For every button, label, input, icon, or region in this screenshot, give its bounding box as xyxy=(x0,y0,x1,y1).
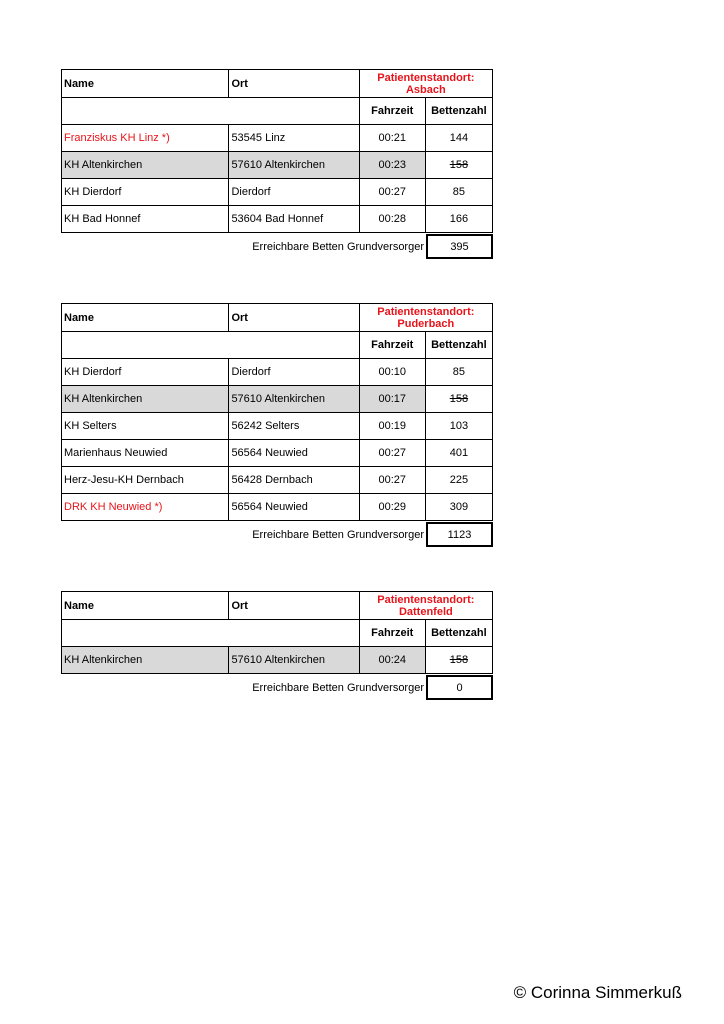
cell-fahrzeit: 00:10 xyxy=(359,359,425,386)
cell-ort: Dierdorf xyxy=(229,179,359,206)
sum-value: 395 xyxy=(426,234,493,259)
copyright-notice: © Corinna Simmerkuß xyxy=(513,983,682,1002)
cell-ort: 56564 Neuwied xyxy=(229,494,359,521)
table-row xyxy=(62,206,493,233)
standort-value: Puderbach xyxy=(397,317,455,330)
cell-name: KH Altenkirchen xyxy=(62,647,229,674)
table-row xyxy=(62,440,493,467)
table-asbach xyxy=(61,69,493,260)
cell-ort: 56428 Dernbach xyxy=(229,467,359,494)
sum-row xyxy=(61,521,493,548)
cell-betten: 225 xyxy=(425,467,492,494)
cell-betten: 85 xyxy=(425,179,492,206)
header-name: Name xyxy=(62,304,229,332)
sum-value: 1123 xyxy=(426,522,493,547)
cell-name: KH Dierdorf xyxy=(62,179,229,206)
table-row xyxy=(62,359,493,386)
header-bettenzahl: Bettenzahl xyxy=(425,98,492,125)
cell-ort: 53604 Bad Honnef xyxy=(229,206,359,233)
cell-betten-struck: 158 xyxy=(449,393,469,405)
table-row xyxy=(62,647,493,674)
cell-ort: 57610 Altenkirchen xyxy=(229,152,359,179)
table-row xyxy=(62,467,493,494)
cell-ort: 53545 Linz xyxy=(229,125,359,152)
table-row xyxy=(62,386,493,413)
sum-label: Erreichbare Betten Grundversorger xyxy=(252,240,424,253)
cell-betten: 85 xyxy=(425,359,492,386)
header-name: Name xyxy=(62,592,229,620)
table-dattenfeld xyxy=(61,591,493,701)
cell-betten: 166 xyxy=(425,206,492,233)
standort-label: Patientenstandort: xyxy=(377,593,475,606)
cell-fahrzeit: 00:27 xyxy=(359,179,425,206)
header-ort: Ort xyxy=(229,592,359,620)
cell-fahrzeit: 00:21 xyxy=(359,125,425,152)
header-bettenzahl: Bettenzahl xyxy=(425,332,492,359)
sum-label: Erreichbare Betten Grundversorger xyxy=(252,528,424,541)
cell-fahrzeit: 00:24 xyxy=(359,647,425,674)
header-ort: Ort xyxy=(229,70,359,98)
table-row xyxy=(62,413,493,440)
header-standort xyxy=(359,592,492,620)
cell-name: KH Altenkirchen xyxy=(62,386,229,413)
sum-value: 0 xyxy=(426,675,493,700)
cell-betten: 103 xyxy=(425,413,492,440)
standort-value: Dattenfeld xyxy=(398,605,453,618)
header-spacer xyxy=(62,620,360,647)
cell-name: KH Bad Honnef xyxy=(62,206,229,233)
header-bettenzahl: Bettenzahl xyxy=(425,620,492,647)
header-spacer xyxy=(62,332,360,359)
cell-name: Franziskus KH Linz *) xyxy=(62,125,229,152)
cell-name: KH Selters xyxy=(62,413,229,440)
cell-fahrzeit: 00:27 xyxy=(359,467,425,494)
cell-betten-struck: 158 xyxy=(449,654,469,666)
cell-name: KH Altenkirchen xyxy=(62,152,229,179)
cell-betten-struck: 158 xyxy=(449,159,469,171)
cell-ort: 57610 Altenkirchen xyxy=(229,647,359,674)
header-name: Name xyxy=(62,70,229,98)
header-ort: Ort xyxy=(229,304,359,332)
table-row xyxy=(62,494,493,521)
cell-name: Herz-Jesu-KH Dernbach xyxy=(62,467,229,494)
cell-fahrzeit: 00:17 xyxy=(359,386,425,413)
cell-ort: 57610 Altenkirchen xyxy=(229,386,359,413)
cell-ort: Dierdorf xyxy=(229,359,359,386)
cell-betten: 144 xyxy=(425,125,492,152)
sum-row xyxy=(61,674,493,701)
cell-fahrzeit: 00:29 xyxy=(359,494,425,521)
cell-name: KH Dierdorf xyxy=(62,359,229,386)
sum-row xyxy=(61,233,493,260)
cell-name: Marienhaus Neuwied xyxy=(62,440,229,467)
cell-betten: 401 xyxy=(425,440,492,467)
cell-fahrzeit: 00:19 xyxy=(359,413,425,440)
table-row xyxy=(62,152,493,179)
standort-label: Patientenstandort: xyxy=(377,305,475,318)
header-spacer xyxy=(62,98,360,125)
standort-label: Patientenstandort: xyxy=(377,71,475,84)
cell-fahrzeit: 00:23 xyxy=(359,152,425,179)
cell-fahrzeit: 00:27 xyxy=(359,440,425,467)
table-puderbach xyxy=(61,303,493,548)
header-standort xyxy=(359,70,492,98)
cell-fahrzeit: 00:28 xyxy=(359,206,425,233)
header-fahrzeit: Fahrzeit xyxy=(359,332,425,359)
header-fahrzeit: Fahrzeit xyxy=(359,620,425,647)
sum-label: Erreichbare Betten Grundversorger xyxy=(252,681,424,694)
cell-ort: 56564 Neuwied xyxy=(229,440,359,467)
cell-betten: 309 xyxy=(425,494,492,521)
table-row xyxy=(62,125,493,152)
standort-value: Asbach xyxy=(405,83,446,96)
header-standort xyxy=(359,304,492,332)
cell-name: DRK KH Neuwied *) xyxy=(62,494,229,521)
cell-ort: 56242 Selters xyxy=(229,413,359,440)
table-row xyxy=(62,179,493,206)
header-fahrzeit: Fahrzeit xyxy=(359,98,425,125)
